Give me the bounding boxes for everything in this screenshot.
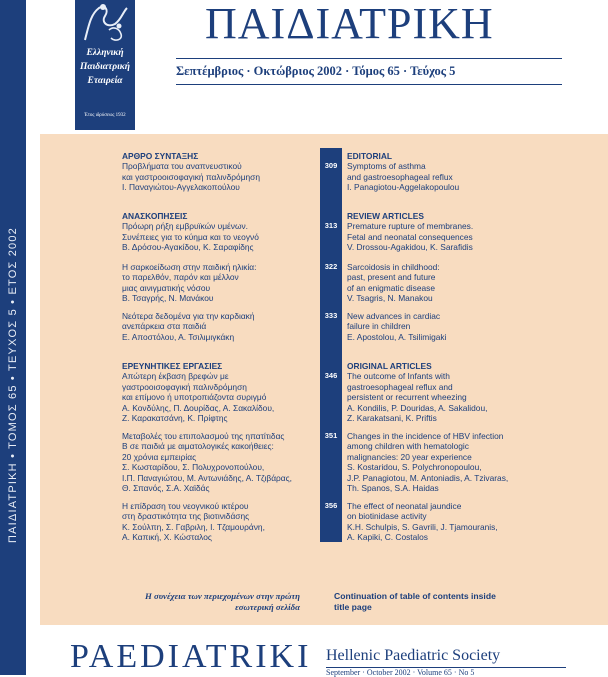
society-name-english: Hellenic Paediatric Society	[326, 647, 501, 664]
article-authors-en: V. Tsagris, N. Manakou	[347, 293, 433, 304]
article-authors-gr: Α. Καπική, Χ. Κώσταλος	[122, 532, 212, 543]
article-title-gr: στη δραστικότητα της βιοτινιδάσης	[122, 511, 250, 522]
continuation-line-en: Continuation of table of contents inside	[334, 591, 496, 601]
journal-title-greek: ΠΑΙΔΙΑΤΡΙΚΗ	[205, 0, 494, 48]
toc-english-review-1	[347, 211, 547, 253]
article-title-en: The effect of neonatal jaundice	[347, 501, 462, 511]
toc-english-review-2	[347, 262, 547, 304]
article-authors-gr: Ι. Παναγιώτου-Αγγελακοπούλου	[122, 182, 240, 193]
section-heading-en: REVIEW ARTICLES	[347, 211, 424, 221]
continuation-line-gr: Η συνέχεια των περιεχομένων στην πρώτη	[144, 591, 300, 601]
section-heading-en: EDITORIAL	[347, 151, 392, 161]
article-authors-en: Th. Spanos, S.A. Haidas	[347, 483, 439, 494]
toc-greek-review-1	[122, 211, 317, 253]
section-heading-gr: ΑΝΑΣΚΟΠΗΣΕΙΣ	[122, 211, 188, 221]
article-authors-en: Z. Karakatsani, K. Priftis	[347, 413, 437, 424]
logo-established: Έτος ιδρύσεως 1932	[84, 113, 126, 118]
logo-line-1: Ελληνική	[86, 48, 124, 58]
logo-line-3: Εταιρεία	[87, 76, 123, 86]
toc-greek-original-2	[122, 431, 317, 493]
page-number: 313	[324, 221, 338, 230]
toc-greek-original-3	[122, 501, 317, 543]
toc-greek-original-1	[122, 361, 317, 423]
toc-english-original-1	[347, 361, 547, 423]
article-authors-gr: Ι.Π. Παναγιώτου, Μ. Αντωνιάδης, Α. Τζιβάρας,	[122, 472, 293, 483]
toc-english-original-3	[347, 501, 547, 543]
masthead-rule-top	[176, 58, 562, 59]
article-authors-en: J.P. Panagiotou, M. Antoniadis, A. Tzivaras,	[347, 472, 509, 483]
article-title-gr: ανεπάρκεια στα παιδιά	[122, 321, 207, 332]
article-title-en: gastroesophageal reflux and	[347, 381, 453, 392]
article-authors-gr: Α. Κονδύλης, Π. Δουρίδας, Α. Σακαλίδου,	[122, 402, 275, 413]
article-authors-gr: Σ. Κωσταρίδου, Σ. Πολυχρονοπούλου,	[122, 462, 265, 473]
article-authors-en: A. Kapiki, C. Costalos	[347, 532, 428, 543]
section-heading-en: ORIGINAL ARTICLES	[347, 361, 432, 371]
article-authors-en: I. Panagiotou-Aggelakopoulou	[347, 182, 460, 193]
article-authors-en: S. Kostaridou, S. Polychronopoulou,	[347, 462, 482, 473]
article-title-gr: γαστροοισοφαγική παλινδρόμηση	[122, 381, 247, 392]
article-title-gr: και επίμονο ή υποτροπιάζοντα συριγμό	[122, 392, 267, 403]
article-title-gr: Πρόωρη ρήξη εμβρυϊκών υμένων.	[122, 221, 249, 232]
continuation-note-greek	[100, 591, 300, 613]
article-title-en: past, present and future	[347, 272, 436, 283]
article-authors-en: E. Apostolou, A. Tsilimigaki	[347, 331, 447, 342]
section-heading-gr: ΑΡΘΡΟ ΣΥΝΤΑΞΗΣ	[122, 151, 199, 161]
article-title-gr: 20 χρόνια εμπειρίας	[122, 451, 197, 462]
article-title-en: Fetal and neonatal consequences	[347, 231, 473, 242]
article-title-gr: Συνέπειες για το κύημα και το νεογνό	[122, 231, 259, 242]
article-title-en: Symptoms of asthma	[347, 161, 426, 172]
article-title-gr: Νεότερα δεδομένα για την καρδιακή	[122, 311, 255, 321]
page-number-bar	[320, 148, 342, 542]
continuation-line-en: title page	[334, 602, 372, 612]
article-title-en: Changes in the incidence of HBV infection	[347, 431, 504, 441]
article-title-en: malignancies: 20 year experience	[347, 451, 472, 462]
section-heading-gr: ΕΡΕΥΝΗΤΙΚΕΣ ΕΡΓΑΣΙΕΣ	[122, 361, 223, 371]
issue-info-greek: Σεπτέμβριος · Οκτώβριος 2002 · Τόμος 65 · Τεύχος 5	[176, 64, 456, 78]
article-title-gr: Β σε παιδιά με αιματολογικές κακοήθειες:	[122, 441, 274, 452]
article-authors-gr: Κ. Σούλπη, Σ. Γαβριλη, Ι. Τζαμουράνη,	[122, 521, 265, 532]
spine-text-holder	[1, 150, 25, 620]
society-logo	[75, 0, 135, 130]
continuation-note-english	[334, 591, 534, 613]
page-number: 309	[324, 161, 338, 170]
continuation-line-gr: εσωτερική σελίδα	[235, 602, 300, 612]
article-title-gr: Απώτερη έκβαση βρεφών με	[122, 371, 229, 382]
article-authors-gr: Ζ. Καρακατσάνη, Κ. Πρίφτης	[122, 413, 228, 424]
page-number: 351	[324, 431, 338, 440]
article-title-en: failure in children	[347, 321, 411, 332]
article-title-en: persistent or recurrent wheezing	[347, 392, 467, 403]
page-number: 356	[324, 501, 338, 510]
article-authors-en: A. Kondilis, P. Douridas, A. Sakalidou,	[347, 402, 488, 413]
article-title-en: on biotinidase activity	[347, 511, 427, 522]
logo-name	[75, 46, 135, 88]
article-title-gr: Προβλήματα του αναπνευστικού	[122, 161, 242, 172]
spine-text: ΠΑΙΔΙΑΤΡΙΚΗ • ΤΟΜΟΣ 65 • ΤΕΥΧΟΣ 5 • ΕΤΟΣ 2002	[7, 226, 19, 544]
article-authors-en: K.H. Schulpis, S. Gavrili, J. Tjamouranis,	[347, 521, 498, 532]
toc-english-original-2	[347, 431, 547, 493]
mother-child-emblem	[79, 0, 131, 44]
article-title-en: of an enigmatic disease	[347, 282, 435, 293]
article-title-en: Premature rupture of membranes.	[347, 221, 474, 232]
toc-greek-review-3	[122, 311, 317, 342]
article-title-en: among children with hematologic	[347, 441, 469, 452]
toc-english-review-3	[347, 311, 547, 342]
article-title-gr: Η σαρκοείδωση στην παιδική ηλικία:	[122, 262, 257, 272]
article-authors-gr: Β. Τσαγρής, Ν. Μανάκου	[122, 293, 214, 304]
article-title-gr: το παρελθόν, παρόν και μέλλον	[122, 272, 239, 283]
toc-english-editorial	[347, 151, 547, 193]
page-number: 346	[324, 371, 338, 380]
logo-line-2: Παιδιατρική	[79, 62, 131, 72]
masthead-rule-bottom	[176, 84, 562, 85]
article-title-en: and gastroesophageal reflux	[347, 171, 453, 182]
article-title-en: New advances in cardiac	[347, 311, 441, 321]
article-authors-gr: Θ. Σπανός, Σ.Α. Χαϊδάς	[122, 483, 210, 494]
issue-info-english: September · October 2002 · Volume 65 · No 5	[326, 668, 475, 677]
article-title-gr: μιας αινιγματικής νόσου	[122, 282, 211, 293]
article-title-gr: Μεταβολές του επιπολασμού της ηπατίτιδας	[122, 431, 285, 441]
journal-title-english: PAEDIATRIKI	[70, 638, 312, 675]
article-authors-en: V. Drossou-Agakidou, K. Sarafidis	[347, 242, 473, 253]
article-title-en: Sarcoidosis in childhood:	[347, 262, 440, 272]
article-title-gr: και γαστροοισοφαγική παλινδρόμηση	[122, 171, 261, 182]
article-authors-gr: Ε. Αποστόλου, Α. Τσιλιμιγκάκη	[122, 331, 235, 342]
page-number: 333	[324, 311, 338, 320]
article-authors-gr: Β. Δρόσου-Αγακίδου, Κ. Σαραφίδης	[122, 242, 254, 253]
article-title-gr: Η επίδραση του νεογνικού ικτέρου	[122, 501, 249, 511]
page-number: 322	[324, 262, 338, 271]
toc-greek-editorial	[122, 151, 317, 193]
article-title-en: The outcome of Infants with	[347, 371, 450, 382]
toc-greek-review-2	[122, 262, 317, 304]
